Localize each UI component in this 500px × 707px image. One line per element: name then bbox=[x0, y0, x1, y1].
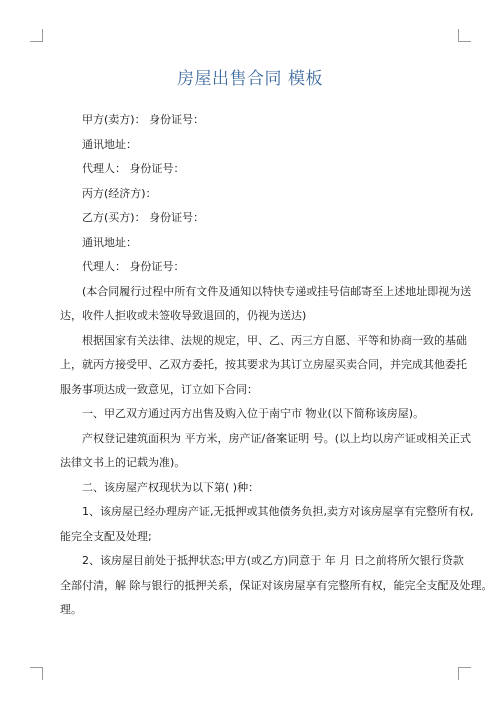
crop-mark-top-left bbox=[30, 29, 43, 42]
clause-1-line-1: 一、甲乙双方通过丙方出售及购入位于南宁市 物业(以下简称该房屋)。 bbox=[82, 407, 425, 420]
notice-paragraph-line-1: (本合同履行过程中所有文件及通知以特快专递或挂号信邮寄至上述地址即视为送 bbox=[82, 284, 472, 298]
clause-2-option-2-line-3: 理。 bbox=[60, 603, 82, 616]
party-c-line: 丙方(经济方)： bbox=[82, 186, 157, 200]
clause-2-heading: 二、该房屋产权现状为以下第( )种： bbox=[82, 480, 260, 494]
clause-1-line-3: 法律文书上的记载为准)。 bbox=[60, 456, 186, 469]
preamble-line-1: 根据国家有关法律、法规的规定，甲、乙、丙三方自愿、平等和协商一致的基础 bbox=[82, 333, 467, 347]
preamble-line-2: 上，就丙方接受甲、乙双方委托，按其要求为其订立房屋买卖合同，并完成其他委托 bbox=[60, 358, 467, 371]
clause-2-option-2-line-1: 2、该房屋目前处于抵押状态;甲方(或乙方)同意于 年 月 日之前将所欠银行贷款 bbox=[82, 554, 464, 567]
party-a-line: 甲方(卖方)： 身份证号： bbox=[82, 113, 205, 126]
preamble-line-3: 服务事项达成一致意见，订立如下合同： bbox=[60, 382, 258, 396]
party-b-agent-line: 代理人： 身份证号： bbox=[82, 260, 185, 273]
party-a-address-line: 通讯地址： bbox=[82, 137, 137, 151]
crop-mark-bottom-right bbox=[458, 667, 471, 680]
clause-2-option-1-line-1: 1、该房屋已经办理房产证,无抵押或其他债务负担,卖方对该房屋享有完整所有权, bbox=[82, 505, 474, 518]
notice-paragraph-line-2: 达，收件人拒收或未签收导致退回的，仍视为送达) bbox=[60, 309, 307, 322]
crop-mark-top-right bbox=[458, 29, 471, 42]
document-title: 房屋出售合同 模板 bbox=[177, 69, 323, 89]
clause-1-line-2: 产权登记建筑面积为 平方米，房产证/备案证明 号。(以上均以房产证或相关正式 bbox=[82, 431, 471, 445]
clause-2-option-1-line-2: 能完全支配及处理; bbox=[60, 529, 152, 543]
crop-mark-bottom-left bbox=[30, 667, 43, 680]
clause-2-option-2-line-2: 全部付清，解 除与银行的抵押关系，保证对该房屋享有完整所有权，能完全支配及处理。 bbox=[60, 578, 493, 592]
party-b-line: 乙方(买方)： 身份证号： bbox=[82, 211, 205, 224]
document-body bbox=[60, 108, 493, 623]
party-a-agent-line: 代理人： 身份证号： bbox=[82, 162, 185, 175]
party-b-address-line: 通讯地址： bbox=[82, 235, 137, 249]
